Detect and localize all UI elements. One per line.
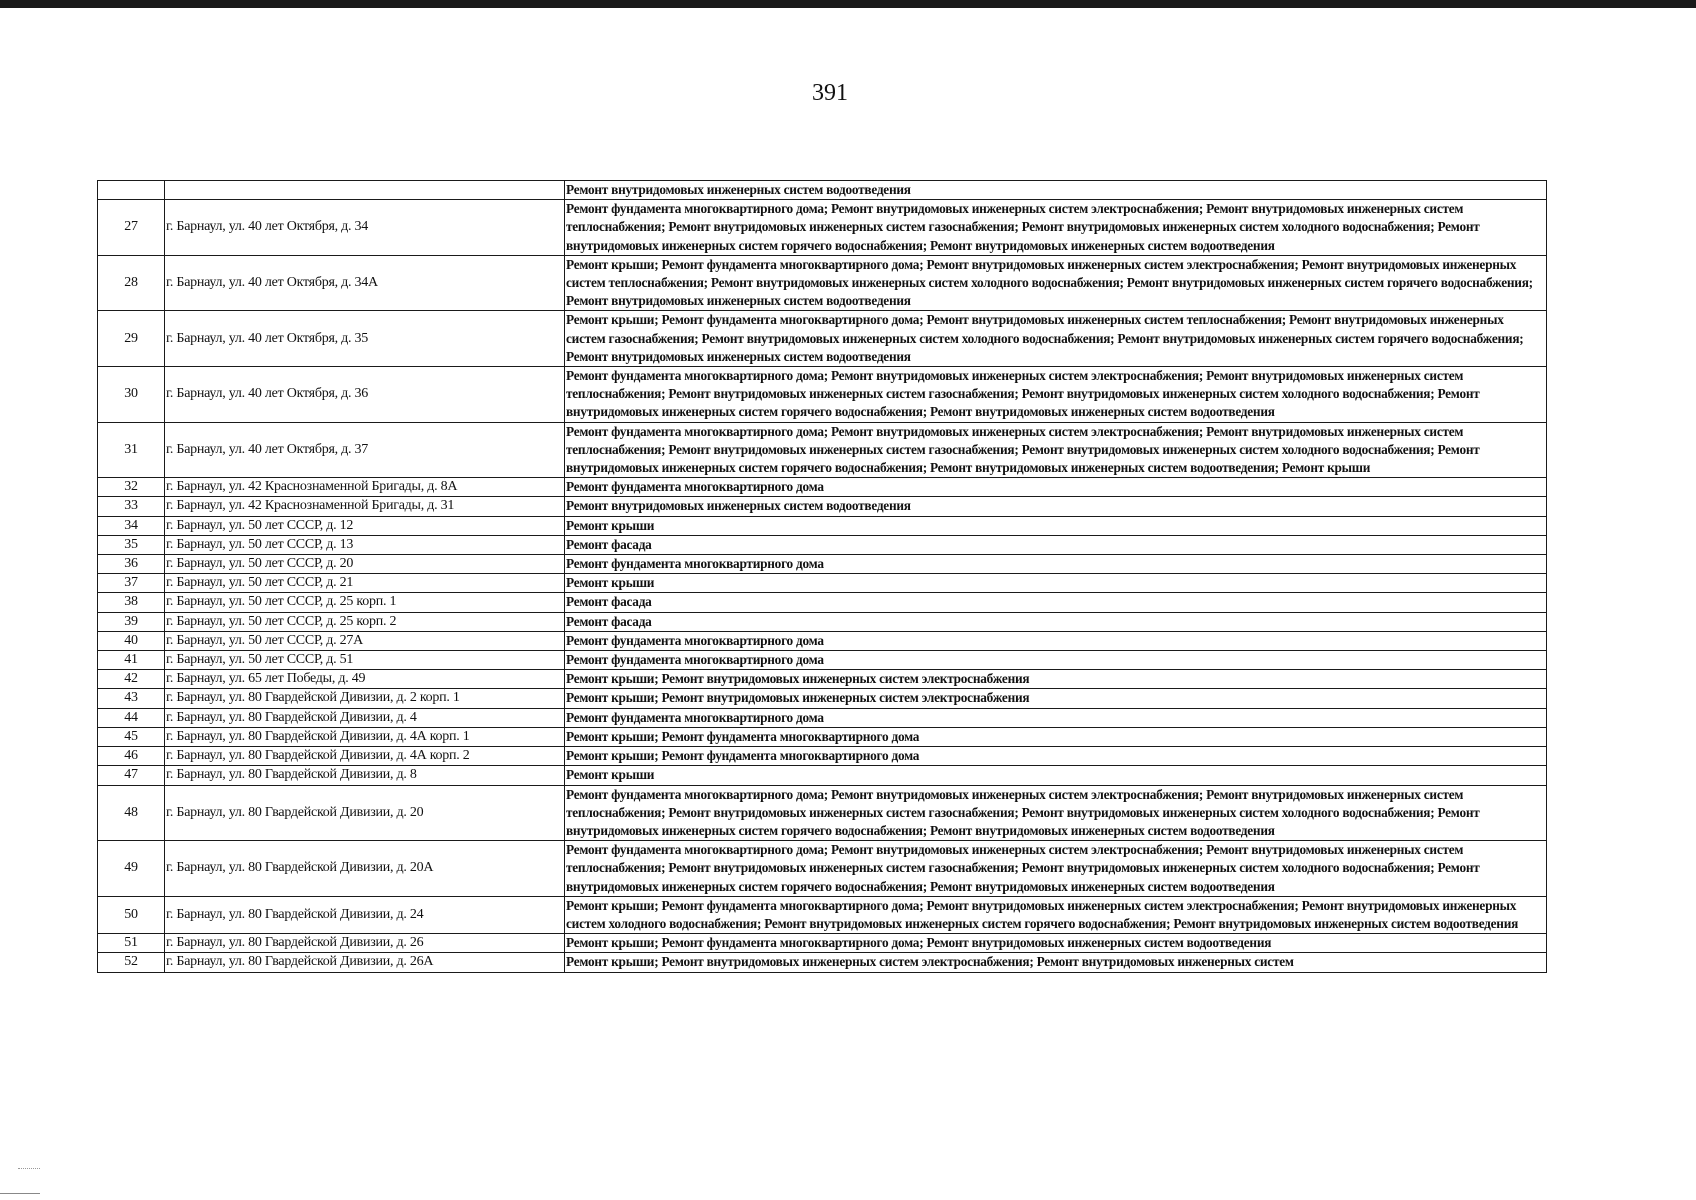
scan-artifact (18, 1148, 40, 1169)
table-row (98, 766, 1547, 785)
row-number: 35 (98, 535, 165, 554)
row-works: Ремонт фундамента многоквартирного дома (565, 631, 1547, 650)
table-row (98, 555, 1547, 574)
scan-artifact-line (0, 1193, 40, 1194)
row-works: Ремонт внутридомовых инженерных систем водоотведения (565, 181, 1547, 200)
table-row (98, 841, 1547, 897)
row-number: 40 (98, 631, 165, 650)
row-number: 47 (98, 766, 165, 785)
row-number: 42 (98, 670, 165, 689)
row-works: Ремонт фасада (565, 593, 1547, 612)
row-number: 36 (98, 555, 165, 574)
row-number: 48 (98, 785, 165, 841)
row-works: Ремонт фундамента многоквартирного дома (565, 478, 1547, 497)
row-number: 37 (98, 574, 165, 593)
row-number: 31 (98, 422, 165, 478)
row-address: г. Барнаул, ул. 65 лет Победы, д. 49 (165, 670, 565, 689)
table-row (98, 478, 1547, 497)
row-number: 44 (98, 708, 165, 727)
row-number: 45 (98, 727, 165, 746)
table-row (98, 670, 1547, 689)
row-works: Ремонт крыши (565, 766, 1547, 785)
row-number: 30 (98, 367, 165, 423)
row-works: Ремонт фундамента многоквартирного дома; Ремонт внутридомовых инженерных систем электроснабжения; Ремонт внутридомовых инженерных систем теплоснабжения; Ремонт внутридомовых инженерных систем газоснабжения; Ремонт внутридомовых инженерных систем холодного водоснабжения; Ремонт внутридомовых инженерных систем горячего водоснабжения; Ремонт внутридомовых инженерных систем водоотведения (565, 200, 1547, 256)
table-row (98, 422, 1547, 478)
table-row (98, 255, 1547, 311)
row-number: 32 (98, 478, 165, 497)
table-row (98, 497, 1547, 516)
table-row (98, 516, 1547, 535)
row-works: Ремонт крыши; Ремонт фундамента многоквартирного дома; Ремонт внутридомовых инженерных систем электроснабжения; Ремонт внутридомовых инженерных систем холодного водоснабжения; Ремонт внутридомовых инженерных систем горячего водоснабжения; Ремонт внутридомовых инженерных систем водоотведения (565, 896, 1547, 933)
row-works: Ремонт крыши; Ремонт фундамента многоквартирного дома; Ремонт внутридомовых инженерных систем электроснабжения; Ремонт внутридомовых инженерных систем теплоснабжения; Ремонт внутридомовых инженерных систем холодного водоснабжения; Ремонт внутридомовых инженерных систем горячего водоснабжения; Ремонт внутридомовых инженерных систем водоотведения (565, 255, 1547, 311)
row-address: г. Барнаул, ул. 80 Гвардейской Дивизии, д. 20 (165, 785, 565, 841)
table-row (98, 651, 1547, 670)
row-number: 33 (98, 497, 165, 516)
row-address: г. Барнаул, ул. 50 лет СССР, д. 25 корп. 1 (165, 593, 565, 612)
row-works: Ремонт фундамента многоквартирного дома (565, 555, 1547, 574)
row-works: Ремонт фундамента многоквартирного дома (565, 708, 1547, 727)
row-works: Ремонт фундамента многоквартирного дома; Ремонт внутридомовых инженерных систем электроснабжения; Ремонт внутридомовых инженерных систем теплоснабжения; Ремонт внутридомовых инженерных систем газоснабжения; Ремонт внутридомовых инженерных систем холодного водоснабжения; Ремонт внутридомовых инженерных систем горячего водоснабжения; Ремонт внутридомовых инженерных систем водоотведения (565, 841, 1547, 897)
row-address: г. Барнаул, ул. 50 лет СССР, д. 25 корп. 2 (165, 612, 565, 631)
table-row (98, 200, 1547, 256)
row-works: Ремонт фундамента многоквартирного дома; Ремонт внутридомовых инженерных систем электроснабжения; Ремонт внутридомовых инженерных систем теплоснабжения; Ремонт внутридомовых инженерных систем газоснабжения; Ремонт внутридомовых инженерных систем холодного водоснабжения; Ремонт внутридомовых инженерных систем горячего водоснабжения; Ремонт внутридомовых инженерных систем водоотведения (565, 367, 1547, 423)
row-number: 41 (98, 651, 165, 670)
row-address: г. Барнаул, ул. 50 лет СССР, д. 20 (165, 555, 565, 574)
table-row (98, 747, 1547, 766)
row-address: г. Барнаул, ул. 80 Гвардейской Дивизии, д. 24 (165, 896, 565, 933)
row-number: 34 (98, 516, 165, 535)
row-address: г. Барнаул, ул. 80 Гвардейской Дивизии, д. 4 (165, 708, 565, 727)
table-row (98, 896, 1547, 933)
table-row (98, 953, 1547, 972)
row-address: г. Барнаул, ул. 80 Гвардейской Дивизии, д. 26А (165, 953, 565, 972)
table-row (98, 934, 1547, 953)
row-address: г. Барнаул, ул. 80 Гвардейской Дивизии, д. 4А корп. 2 (165, 747, 565, 766)
row-address: г. Барнаул, ул. 42 Краснознаменной Бригады, д. 31 (165, 497, 565, 516)
table-row (98, 689, 1547, 708)
row-address: г. Барнаул, ул. 80 Гвардейской Дивизии, д. 26 (165, 934, 565, 953)
scan-top-border (0, 0, 1696, 8)
row-works: Ремонт крыши; Ремонт внутридомовых инженерных систем электроснабжения (565, 670, 1547, 689)
row-address: г. Барнаул, ул. 40 лет Октября, д. 37 (165, 422, 565, 478)
row-works: Ремонт фундамента многоквартирного дома; Ремонт внутридомовых инженерных систем электроснабжения; Ремонт внутридомовых инженерных систем теплоснабжения; Ремонт внутридомовых инженерных систем газоснабжения; Ремонт внутридомовых инженерных систем холодного водоснабжения; Ремонт внутридомовых инженерных систем горячего водоснабжения; Ремонт внутридомовых инженерных систем водоотведения (565, 785, 1547, 841)
table-row (98, 593, 1547, 612)
row-works: Ремонт фасада (565, 535, 1547, 554)
row-works: Ремонт крыши; Ремонт фундамента многоквартирного дома; Ремонт внутридомовых инженерных систем теплоснабжения; Ремонт внутридомовых инженерных систем газоснабжения; Ремонт внутридомовых инженерных систем холодного водоснабжения; Ремонт внутридомовых инженерных систем горячего водоснабжения; Ремонт внутридомовых инженерных систем водоотведения (565, 311, 1547, 367)
row-number: 49 (98, 841, 165, 897)
row-works: Ремонт крыши; Ремонт фундамента многоквартирного дома (565, 747, 1547, 766)
row-address: г. Барнаул, ул. 50 лет СССР, д. 27А (165, 631, 565, 650)
table-row (98, 574, 1547, 593)
row-number: 52 (98, 953, 165, 972)
table-row (98, 631, 1547, 650)
table-row (98, 612, 1547, 631)
table-row (98, 311, 1547, 367)
row-address: г. Барнаул, ул. 80 Гвардейской Дивизии, д. 4А корп. 1 (165, 727, 565, 746)
row-works: Ремонт крыши; Ремонт внутридомовых инженерных систем электроснабжения (565, 689, 1547, 708)
table-row (98, 367, 1547, 423)
row-number (98, 181, 165, 200)
row-address: г. Барнаул, ул. 50 лет СССР, д. 13 (165, 535, 565, 554)
table-row (98, 181, 1547, 200)
row-works: Ремонт крыши; Ремонт внутридомовых инженерных систем электроснабжения; Ремонт внутридомовых инженерных систем (565, 953, 1547, 972)
row-address: г. Барнаул, ул. 40 лет Октября, д. 34 (165, 200, 565, 256)
table-row (98, 535, 1547, 554)
row-address: г. Барнаул, ул. 50 лет СССР, д. 51 (165, 651, 565, 670)
table-body (98, 181, 1547, 973)
row-number: 29 (98, 311, 165, 367)
row-address (165, 181, 565, 200)
row-address: г. Барнаул, ул. 40 лет Октября, д. 35 (165, 311, 565, 367)
row-address: г. Барнаул, ул. 80 Гвардейской Дивизии, д. 2 корп. 1 (165, 689, 565, 708)
repair-program-table (97, 180, 1547, 973)
row-works: Ремонт крыши; Ремонт фундамента многоквартирного дома; Ремонт внутридомовых инженерных систем водоотведения (565, 934, 1547, 953)
row-number: 38 (98, 593, 165, 612)
table-row (98, 708, 1547, 727)
row-address: г. Барнаул, ул. 50 лет СССР, д. 21 (165, 574, 565, 593)
row-works: Ремонт крыши (565, 574, 1547, 593)
row-works: Ремонт фундамента многоквартирного дома; Ремонт внутридомовых инженерных систем электроснабжения; Ремонт внутридомовых инженерных систем теплоснабжения; Ремонт внутридомовых инженерных систем газоснабжения; Ремонт внутридомовых инженерных систем холодного водоснабжения; Ремонт внутридомовых инженерных систем горячего водоснабжения; Ремонт внутридомовых инженерных систем водоотведения; Ремонт крыши (565, 422, 1547, 478)
row-works: Ремонт фасада (565, 612, 1547, 631)
row-address: г. Барнаул, ул. 40 лет Октября, д. 36 (165, 367, 565, 423)
row-works: Ремонт крыши; Ремонт фундамента многоквартирного дома (565, 727, 1547, 746)
row-address: г. Барнаул, ул. 80 Гвардейской Дивизии, д. 20А (165, 841, 565, 897)
row-number: 28 (98, 255, 165, 311)
row-works: Ремонт фундамента многоквартирного дома (565, 651, 1547, 670)
row-address: г. Барнаул, ул. 80 Гвардейской Дивизии, д. 8 (165, 766, 565, 785)
table-row (98, 785, 1547, 841)
row-number: 43 (98, 689, 165, 708)
row-number: 46 (98, 747, 165, 766)
page-number: 391 (812, 80, 848, 106)
row-number: 27 (98, 200, 165, 256)
row-address: г. Барнаул, ул. 40 лет Октября, д. 34А (165, 255, 565, 311)
row-works: Ремонт крыши (565, 516, 1547, 535)
row-number: 50 (98, 896, 165, 933)
row-number: 51 (98, 934, 165, 953)
table-row (98, 727, 1547, 746)
row-works: Ремонт внутридомовых инженерных систем водоотведения (565, 497, 1547, 516)
row-number: 39 (98, 612, 165, 631)
row-address: г. Барнаул, ул. 42 Краснознаменной Бригады, д. 8А (165, 478, 565, 497)
row-address: г. Барнаул, ул. 50 лет СССР, д. 12 (165, 516, 565, 535)
